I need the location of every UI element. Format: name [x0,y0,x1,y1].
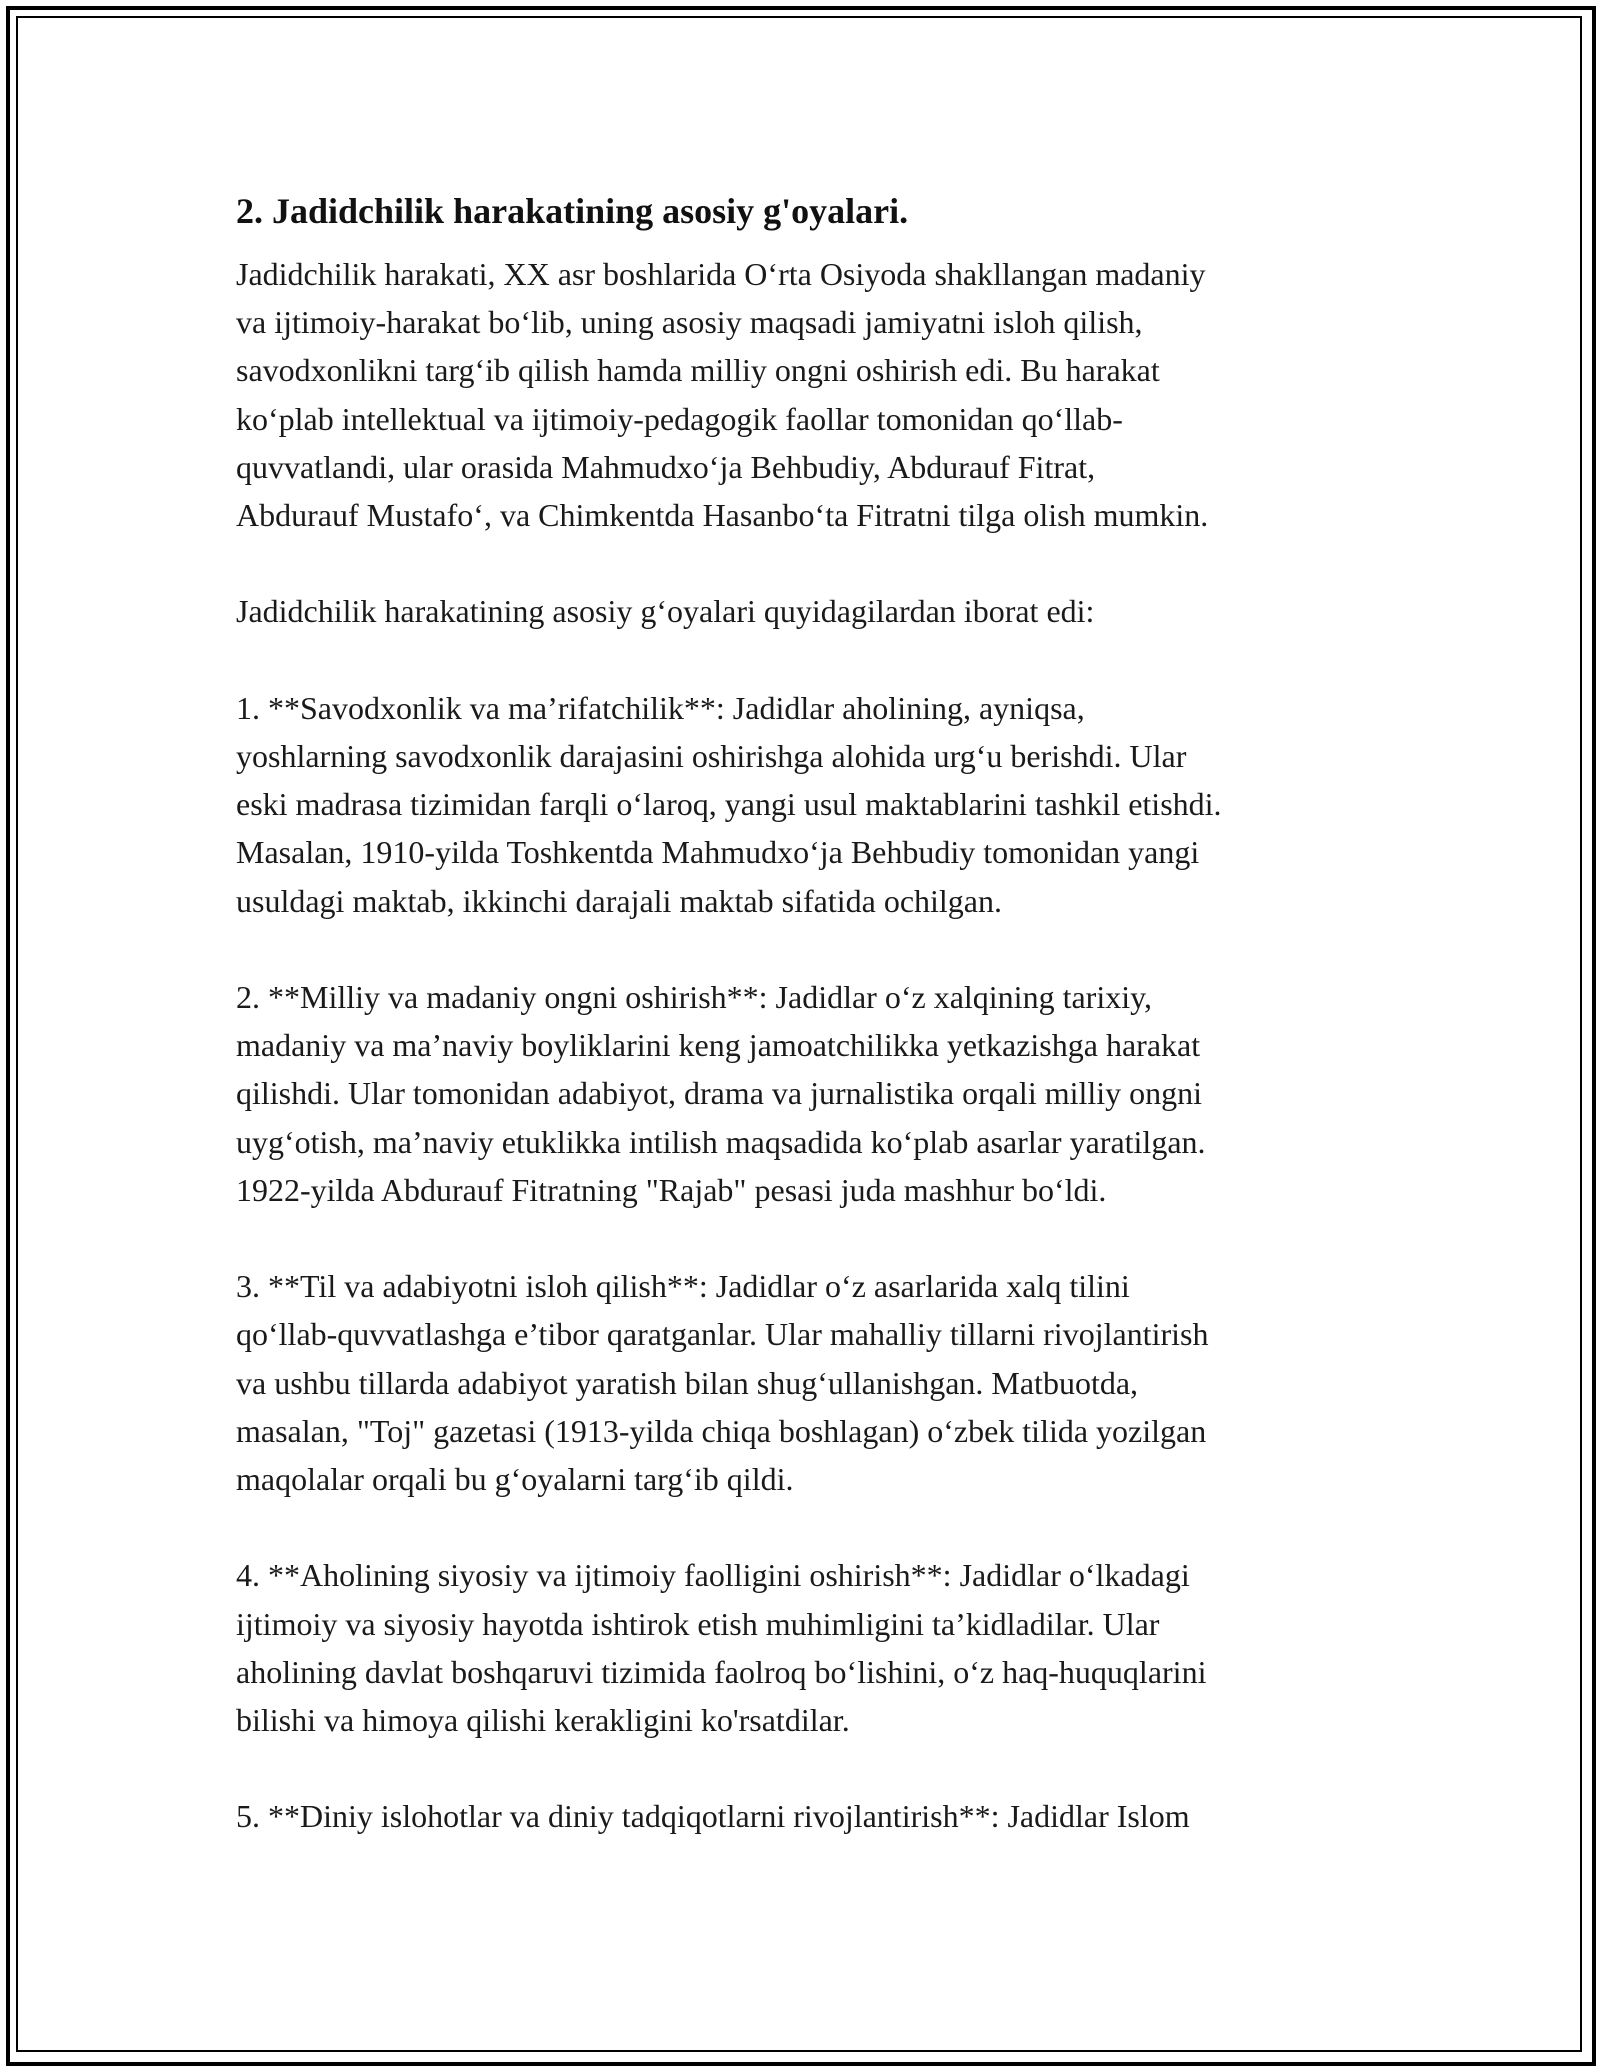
list-item-2 [236,973,1386,1214]
text-line: aholining davlat boshqaruvi tizimida faolroq bo‘lishini, o‘z haq-huquqlarini [236,1653,1207,1690]
text-line: savodxonlikni targ‘ib qilish hamda milliy ongni oshirish edi. Bu harakat [236,352,1160,389]
section-heading: 2. Jadidchilik harakatining asosiy g'oyalari. [236,191,909,231]
text-line: Jadidchilik harakati, XX asr boshlarida O‘rta Osiyoda shakllangan madaniy [236,256,1206,292]
text-line: ko‘plab intellektual va ijtimoiy-pedagogik faollar tomonidan qo‘llab- [236,400,1123,437]
text-line: va ushbu tillarda adabiyot yaratish bilan shug‘ullanishgan. Matbuotda, [236,1364,1139,1401]
text-line: yoshlarning savodxonlik darajasini oshirishga alohida urg‘u berishdi. Ular [236,738,1187,774]
text-line: eski madrasa tizimidan farqli o‘laroq, yangi usul maktablarini tashkil etishdi. [236,786,1222,823]
text-line: uyg‘otish, ma’naviy etuklikka intilish maqsadida ko‘plab asarlar yaratilgan. [236,1123,1206,1160]
text-line: quvvatlandi, ular orasida Mahmudxo‘ja Behbudiy, Abdurauf Fitrat, [236,448,1096,485]
text-line: bilishi va himoya qilishi kerakligini ko'rsatdilar. [236,1702,850,1739]
intro-paragraph [236,250,1386,539]
text-line: 2. **Milliy va madaniy ongni oshirish**: Jadidlar o‘z xalqining tarixiy, [236,979,1153,1015]
text-line: usuldagi maktab, ikkinchi darajali maktab sifatida ochilgan. [236,882,1002,919]
text-line: 5. **Diniy islohotlar va diniy tadqiqotlarni rivojlantirish**: Jadidlar Islom [236,1798,1190,1835]
text-line: ijtimoiy va siyosiy hayotda ishtirok etish muhimligini ta’kidladilar. Ular [236,1605,1160,1642]
text-line: qo‘llab-quvvatlashga e’tibor qaratganlar. Ular mahalliy tillarni rivojlantirish [236,1316,1209,1353]
document-body [236,186,1386,1889]
text-line: madaniy va ma’naviy boyliklarini keng jamoatchilikka yetkazishga harakat [236,1027,1201,1064]
text-line: 1922-yilda Abdurauf Fitratning "Rajab" pesasi juda mashhur bo‘ldi. [236,1171,1107,1208]
list-item-3 [236,1262,1386,1503]
text-line: masalan, "Toj" gazetasi (1913-yilda chiqa boshlagan) o‘zbek tilida yozilgan [236,1412,1207,1449]
text-line: Abdurauf Mustafo‘, va Chimkentda Hasanbo‘ta Fitratni tilga olish mumkin. [236,497,1209,534]
list-item-5 [236,1792,1386,1840]
text-line: Jadidchilik harakatining asosiy g‘oyalari quyidagilardan iborat edi: [236,593,1095,630]
text-line: va ijtimoiy-harakat bo‘lib, uning asosiy maqsadi jamiyatni isloh qilish, [236,304,1143,341]
list-intro-paragraph [236,587,1386,635]
text-line: 3. **Til va adabiyotni isloh qilish**: Jadidlar o‘z asarlarida xalq tilini [236,1268,1130,1305]
list-item-1 [236,684,1386,925]
text-line: maqolalar orqali bu g‘oyalarni targ‘ib qildi. [236,1461,794,1498]
text-line: qilishdi. Ular tomonidan adabiyot, drama va jurnalistika orqali milliy ongni [236,1075,1203,1112]
list-item-4 [236,1551,1386,1744]
text-line: 4. **Aholining siyosiy va ijtimoiy faolligini oshirish**: Jadidlar o‘lkadagi [236,1557,1190,1594]
text-line: 1. **Savodxonlik va ma’rifatchilik**: Jadidlar aholining, ayniqsa, [236,689,1085,726]
text-line: Masalan, 1910-yilda Toshkentda Mahmudxo‘ja Behbudiy tomonidan yangi [236,834,1200,871]
